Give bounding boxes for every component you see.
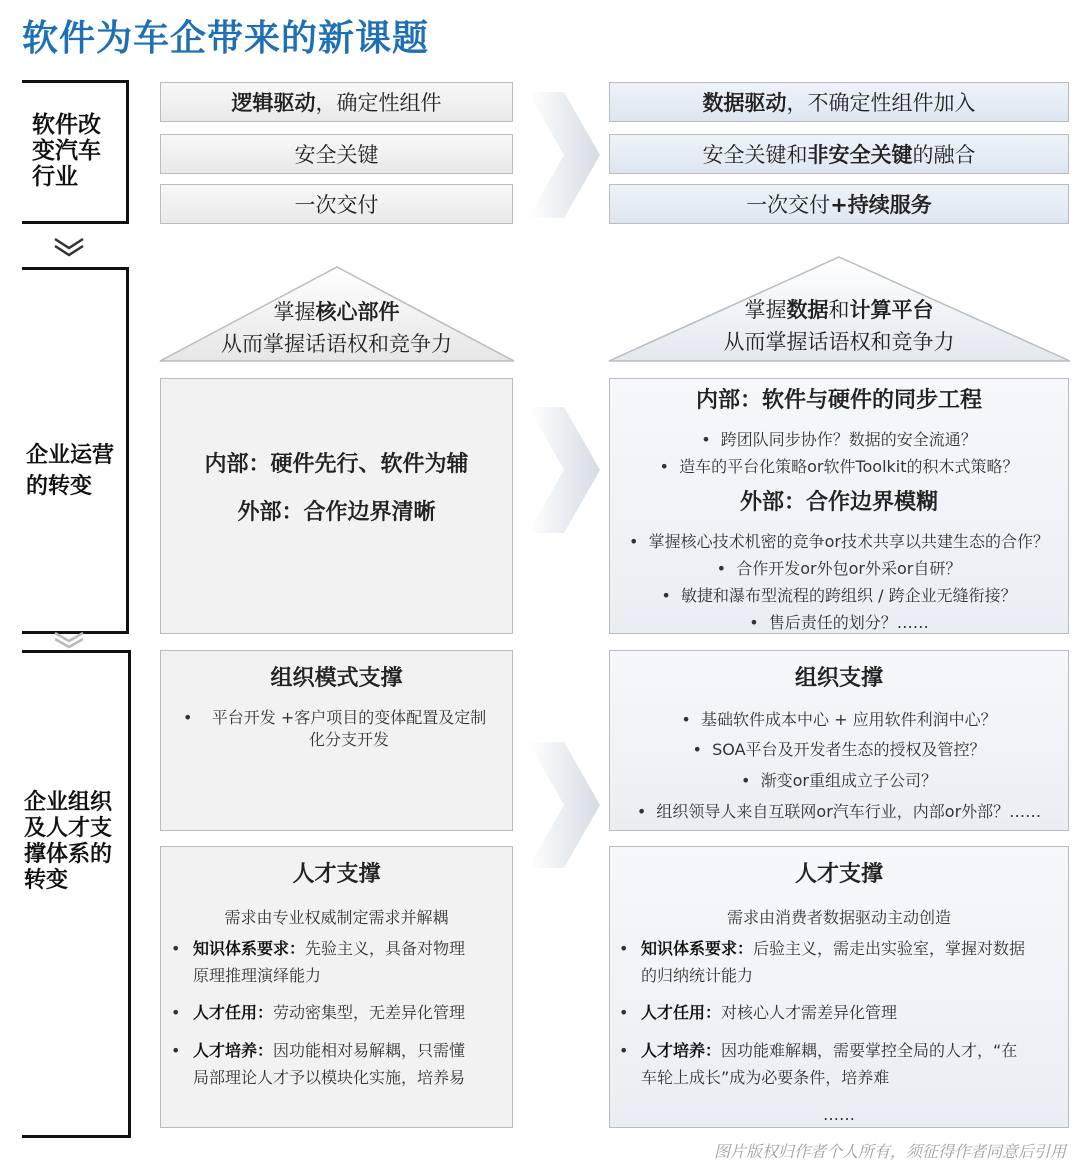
right-ops-panel bbox=[609, 378, 1069, 634]
left-talent-bullet: • 人才培养：因功能相对易解耦，只需懂 局部理论人才予以模块化实施，培养易 bbox=[171, 1041, 466, 1087]
left-roof-pre: 掌握 bbox=[273, 300, 316, 324]
right-data-driven-bold: 数据驱动 bbox=[702, 91, 787, 115]
right-continuous-service-box bbox=[609, 184, 1069, 224]
right-talent-panel bbox=[609, 846, 1069, 1128]
left-logic-driven-text: ，确定性组件 bbox=[315, 91, 442, 115]
right-continuous-service-bold: +持续服务 bbox=[830, 193, 932, 217]
left-logic-driven-bold: 逻辑驱动 bbox=[231, 91, 316, 115]
left-logic-driven-box bbox=[160, 82, 513, 122]
right-safety-fusion-bold: 非安全关键 bbox=[807, 143, 913, 167]
right-roof-pre: 掌握 bbox=[744, 298, 787, 322]
right-talent-bullet: • 知识体系要求：后验主义，需走出实验室，掌握对数据 的归纳统计能力 bbox=[619, 939, 1026, 985]
left-org-title: 组织模式支撑 bbox=[270, 666, 403, 691]
right-roof-bold2: 计算平台 bbox=[849, 298, 934, 322]
left-roof-line2: 从而掌握话语权和竞争力 bbox=[221, 332, 452, 356]
left-safety-critical-text: 安全关键 bbox=[294, 143, 379, 167]
right-safety-fusion-post: 的融合 bbox=[912, 143, 976, 167]
left-org-bullet: • 平台开发 +客户项目的变体配置及定制 化分支开发 bbox=[183, 708, 487, 749]
arrow-right-icon bbox=[520, 740, 602, 870]
right-org-bullet: • 基础软件成本中心 + 应用软件利润中心？ bbox=[681, 710, 997, 729]
left-talent-bullet: • 知识体系要求：先验主义，具备对物理 原理推理演绎能力 bbox=[171, 939, 466, 985]
right-ops-bullet: • 跨团队同步协作？数据的安全流通？ bbox=[701, 430, 977, 449]
row3-label: 企业组织及人才支撑体系的转变 bbox=[24, 790, 113, 893]
left-talent-panel bbox=[160, 846, 513, 1128]
left-talent-bullet: • 人才任用：劳动密集型，无差异化管理 bbox=[171, 1003, 466, 1022]
right-org-panel bbox=[609, 650, 1069, 831]
chevron-down-icon bbox=[52, 630, 86, 650]
row3-bracket bbox=[22, 650, 131, 1138]
left-one-time-delivery-text: 一次交付 bbox=[294, 193, 379, 217]
copyright-note: 图片版权归作者个人所有，须征得作者同意后引用 bbox=[713, 1142, 1066, 1161]
left-roof-text bbox=[160, 296, 513, 360]
right-ops-bullet: • 合作开发or外包or外采or自研？ bbox=[716, 559, 962, 578]
left-one-time-delivery-box bbox=[160, 184, 513, 224]
row1-label: 软件改变汽车行业 bbox=[32, 112, 101, 190]
right-ops-external-title: 外部：合作边界模糊 bbox=[739, 490, 938, 515]
right-talent-bullet: • 人才任用：对核心人才需差异化管理 bbox=[619, 1003, 898, 1022]
right-talent-subtitle: 需求由消费者数据驱动主动创造 bbox=[726, 908, 951, 927]
left-roof-bold: 核心部件 bbox=[315, 300, 400, 324]
right-data-driven-text: ，不确定性组件加入 bbox=[786, 91, 976, 115]
right-ops-bullet: • 售后责任的划分？…… bbox=[749, 613, 929, 632]
right-data-driven-box bbox=[609, 82, 1069, 122]
left-talent-title: 人才支撑 bbox=[292, 862, 381, 887]
right-roof-bold1: 数据 bbox=[786, 298, 829, 322]
right-talent-ellipsis: …… bbox=[823, 1105, 855, 1124]
right-org-bullet: • 组织领导人来自互联网or汽车行业，内部or外部？…… bbox=[636, 802, 1042, 821]
right-org-bullet: • 渐变or重组成立子公司？ bbox=[741, 771, 937, 790]
left-ops-internal: 内部：硬件先行、软件为辅 bbox=[204, 452, 469, 477]
right-ops-bullet: • 造车的平台化策略or软件Toolkit的积木式策略？ bbox=[659, 457, 1019, 476]
right-safety-fusion-pre: 安全关键和 bbox=[702, 143, 808, 167]
right-talent-bullet: • 人才培养：因功能难解耦，需要掌控全局的人才，“在 车轮上成长”成为必要条件，培养难 bbox=[619, 1041, 1018, 1087]
right-roof-line2: 从而掌握话语权和竞争力 bbox=[723, 330, 955, 354]
right-roof-mid: 和 bbox=[828, 298, 850, 322]
right-ops-bullet: • 掌握核心技术机密的竞争or技术共享以共建生态的合作？ bbox=[629, 532, 1049, 551]
page-title: 软件为车企带来的新课题 bbox=[22, 18, 430, 59]
right-safety-fusion-box bbox=[609, 134, 1069, 174]
arrow-right-icon bbox=[520, 405, 602, 535]
left-ops-external: 外部：合作边界清晰 bbox=[237, 500, 436, 525]
left-ops-panel bbox=[160, 378, 513, 634]
right-org-bullet: • SOA平台及开发者生态的授权及管控？ bbox=[692, 740, 986, 759]
right-ops-bullet: • 敏捷和瀑布型流程的跨组织 / 跨企业无缝衔接？ bbox=[661, 586, 1017, 605]
left-org-panel bbox=[160, 650, 513, 831]
right-roof-text bbox=[609, 294, 1069, 358]
chevron-down-icon bbox=[52, 236, 86, 258]
right-talent-title: 人才支撑 bbox=[794, 862, 883, 887]
left-safety-critical-box bbox=[160, 134, 513, 174]
left-talent-subtitle: 需求由专业权威制定需求并解耦 bbox=[224, 908, 449, 927]
right-continuous-service-pre: 一次交付 bbox=[746, 193, 831, 217]
right-ops-internal-title: 内部：软件与硬件的同步工程 bbox=[695, 388, 982, 413]
row2-label: 企业运营的转变 bbox=[26, 443, 115, 499]
arrow-right-icon bbox=[520, 90, 602, 220]
right-org-title: 组织支撑 bbox=[794, 666, 883, 691]
